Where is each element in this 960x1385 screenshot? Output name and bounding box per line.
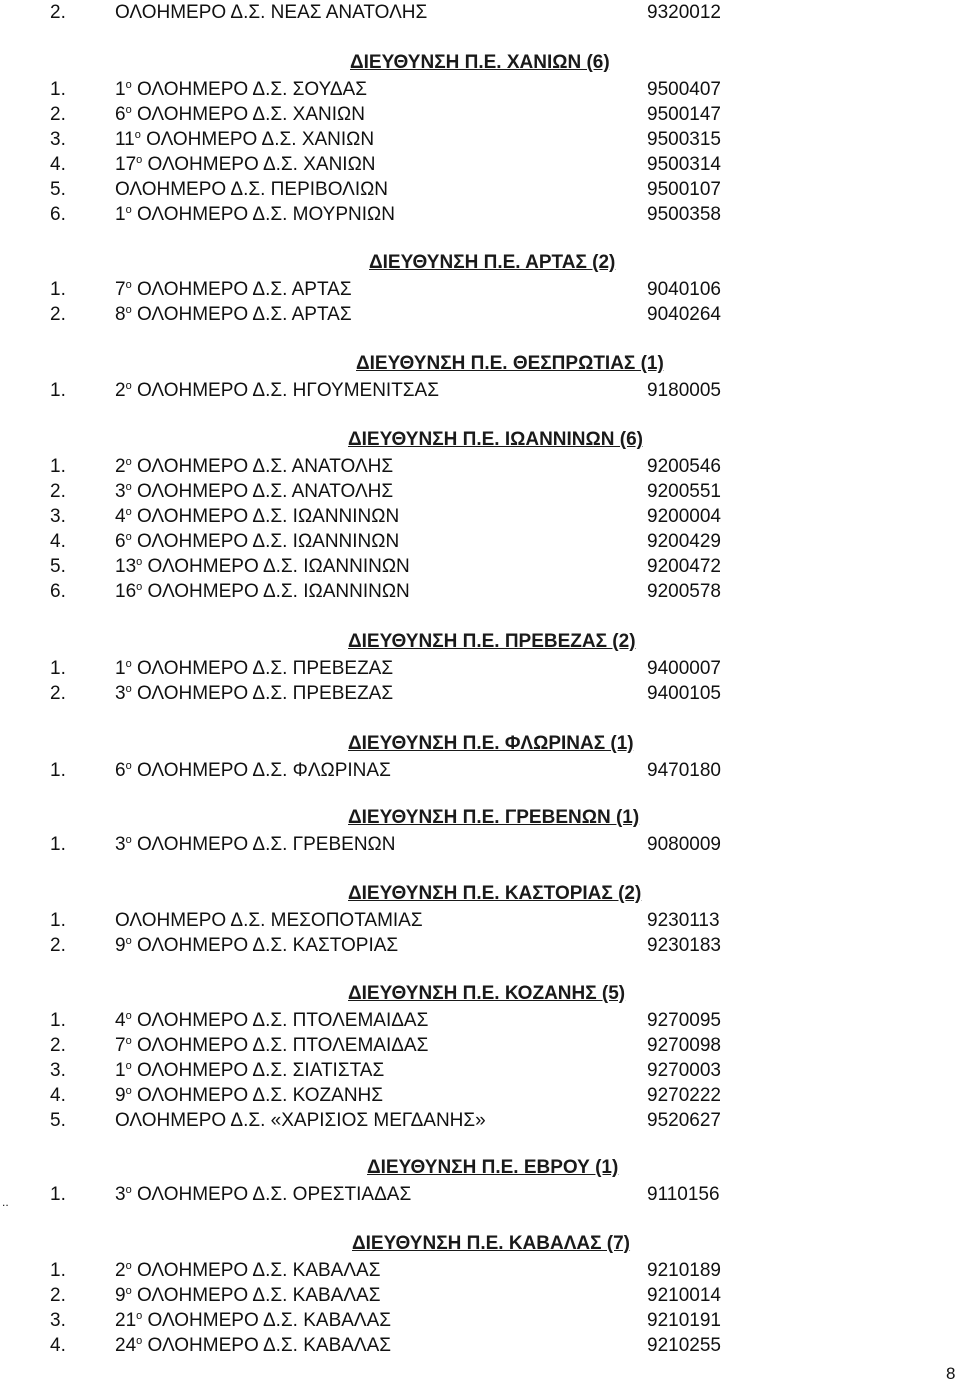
ordinal-suffix: ο bbox=[125, 79, 132, 91]
school-code: 9400105 bbox=[647, 683, 721, 704]
list-item bbox=[0, 504, 960, 529]
school-code: 9270222 bbox=[647, 1085, 721, 1106]
school-name-group bbox=[115, 454, 393, 479]
school-name-group bbox=[115, 177, 388, 202]
ordinal-suffix: ο bbox=[125, 531, 132, 543]
school-name-group bbox=[115, 933, 398, 958]
school-name: ΟΛΟΗΜΕΡΟ Δ.Σ. ΣΙΑΤΙΣΤΑΣ bbox=[136, 1060, 385, 1081]
list-item bbox=[0, 1083, 960, 1108]
list-item bbox=[0, 1033, 960, 1058]
ordinal-suffix: ο bbox=[125, 1184, 132, 1196]
section-heading: ΔΙΕΥΘΥΝΣΗ Π.Ε. ΚΑΒΑΛΑΣ (7) bbox=[352, 1233, 631, 1254]
item-number: 5. bbox=[50, 179, 66, 200]
item-number: 4. bbox=[50, 1335, 66, 1356]
school-name-group bbox=[115, 681, 393, 706]
item-number: 3. bbox=[50, 129, 66, 150]
list-item bbox=[0, 832, 960, 857]
section-heading: ΔΙΕΥΘΥΝΣΗ Π.Ε. ΚΟΖΑΝΗΣ (5) bbox=[348, 983, 626, 1004]
school-code: 9210189 bbox=[647, 1260, 721, 1281]
ordinal-suffix: ο bbox=[125, 658, 132, 670]
school-name-group bbox=[115, 832, 395, 857]
school-code: 9520627 bbox=[647, 1110, 721, 1131]
school-code: 9270003 bbox=[647, 1060, 721, 1081]
section-heading: ΔΙΕΥΘΥΝΣΗ Π.Ε. ΙΩΑΝΝΙΝΩΝ (6) bbox=[348, 429, 643, 450]
school-code: 9200429 bbox=[647, 531, 721, 552]
item-number: 4. bbox=[50, 1085, 66, 1106]
item-number: 1. bbox=[50, 658, 66, 679]
school-name-group bbox=[115, 554, 410, 579]
school-name-group bbox=[115, 378, 439, 403]
school-name: ΟΛΟΗΜΕΡΟ Δ.Σ. ΧΑΝΙΩΝ bbox=[147, 154, 376, 175]
list-item bbox=[0, 0, 960, 25]
school-name: ΟΛΟΗΜΕΡΟ Δ.Σ. ΜΟΥΡΝΙΩΝ bbox=[136, 204, 395, 225]
school-name: ΟΛΟΗΜΕΡΟ Δ.Σ. ΝΕΑΣ ΑΝΑΤΟΛΗΣ bbox=[115, 2, 428, 23]
ordinal-suffix: ο bbox=[125, 304, 132, 316]
school-code: 9470180 bbox=[647, 760, 721, 781]
ordinal-number: 6 bbox=[115, 531, 126, 552]
school-name: ΟΛΟΗΜΕΡΟ Δ.Σ. ΜΕΣΟΠΟΤΑΜΙΑΣ bbox=[115, 910, 423, 931]
list-item bbox=[0, 152, 960, 177]
ordinal-number: 4 bbox=[115, 506, 126, 527]
item-number: 5. bbox=[50, 556, 66, 577]
school-name-group bbox=[115, 908, 423, 933]
school-name: ΟΛΟΗΜΕΡΟ Δ.Σ. ΙΩΑΝΝΙΝΩΝ bbox=[147, 556, 410, 577]
school-name: ΟΛΟΗΜΕΡΟ Δ.Σ. «ΧΑΡΙΣΙΟΣ ΜΕΓΔΑΝΗΣ» bbox=[115, 1110, 486, 1131]
school-code: 9500315 bbox=[647, 129, 721, 150]
list-item bbox=[0, 102, 960, 127]
school-name: ΟΛΟΗΜΕΡΟ Δ.Σ. ΑΝΑΤΟΛΗΣ bbox=[136, 456, 394, 477]
ordinal-number: 2 bbox=[115, 1260, 126, 1281]
ordinal-number: 3 bbox=[115, 683, 126, 704]
ordinal-suffix: ο bbox=[125, 1035, 132, 1047]
school-name: ΟΛΟΗΜΕΡΟ Δ.Σ. ΚΑΒΑΛΑΣ bbox=[136, 1260, 381, 1281]
list-item bbox=[0, 1182, 960, 1207]
school-name: ΟΛΟΗΜΕΡΟ Δ.Σ. ΠΡΕΒΕΖΑΣ bbox=[136, 683, 394, 704]
list-item bbox=[0, 277, 960, 302]
section-heading: ΔΙΕΥΘΥΝΣΗ Π.Ε. ΘΕΣΠΡΩΤΙΑΣ (1) bbox=[356, 353, 664, 374]
section-heading: ΔΙΕΥΘΥΝΣΗ Π.Ε. ΓΡΕΒΕΝΩΝ (1) bbox=[348, 807, 640, 828]
item-number: 3. bbox=[50, 1310, 66, 1331]
school-code: 9040264 bbox=[647, 304, 721, 325]
ordinal-suffix: ο bbox=[125, 1285, 132, 1297]
list-item bbox=[0, 908, 960, 933]
school-code: 9200546 bbox=[647, 456, 721, 477]
ordinal-suffix: ο bbox=[125, 1060, 132, 1072]
item-number: 3. bbox=[50, 1060, 66, 1081]
school-name: ΟΛΟΗΜΕΡΟ Δ.Σ. ΧΑΝΙΩΝ bbox=[136, 104, 365, 125]
list-item bbox=[0, 681, 960, 706]
ordinal-suffix: ο bbox=[125, 204, 132, 216]
school-code: 9200004 bbox=[647, 506, 721, 527]
ordinal-suffix: ο bbox=[125, 683, 132, 695]
ordinal-number: 3 bbox=[115, 481, 126, 502]
school-name-group bbox=[115, 102, 365, 127]
margin-mark: .. bbox=[2, 1195, 9, 1209]
ordinal-suffix: ο bbox=[134, 129, 141, 141]
list-item bbox=[0, 202, 960, 227]
school-name-group bbox=[115, 277, 352, 302]
school-name-group bbox=[115, 529, 399, 554]
school-name: ΟΛΟΗΜΕΡΟ Δ.Σ. ΚΑΒΑΛΑΣ bbox=[147, 1310, 392, 1331]
school-name-group bbox=[115, 77, 367, 102]
ordinal-suffix: ο bbox=[125, 760, 132, 772]
item-number: 3. bbox=[50, 506, 66, 527]
school-code: 9040106 bbox=[647, 279, 721, 300]
school-code: 9110156 bbox=[647, 1184, 720, 1205]
school-name: ΟΛΟΗΜΕΡΟ Δ.Σ. ΦΛΩΡΙΝΑΣ bbox=[136, 760, 391, 781]
item-number: 2. bbox=[50, 1035, 66, 1056]
ordinal-suffix: ο bbox=[125, 1085, 132, 1097]
ordinal-suffix: ο bbox=[136, 556, 143, 568]
school-name: ΟΛΟΗΜΕΡΟ Δ.Σ. ΗΓΟΥΜΕΝΙΤΣΑΣ bbox=[136, 380, 439, 401]
school-name: ΟΛΟΗΜΕΡΟ Δ.Σ. ΓΡΕΒΕΝΩΝ bbox=[136, 834, 396, 855]
school-name: ΟΛΟΗΜΕΡΟ Δ.Σ. ΠΡΕΒΕΖΑΣ bbox=[136, 658, 394, 679]
school-code: 9210191 bbox=[647, 1310, 721, 1331]
list-item bbox=[0, 1333, 960, 1358]
ordinal-suffix: ο bbox=[136, 581, 143, 593]
list-item bbox=[0, 378, 960, 403]
ordinal-suffix: ο bbox=[136, 1310, 143, 1322]
ordinal-number: 6 bbox=[115, 760, 126, 781]
list-item bbox=[0, 1108, 960, 1133]
school-name: ΟΛΟΗΜΕΡΟ Δ.Σ. ΑΡΤΑΣ bbox=[136, 304, 352, 325]
school-name-group bbox=[115, 202, 395, 227]
school-name: ΟΛΟΗΜΕΡΟ Δ.Σ. ΚΑΒΑΛΑΣ bbox=[136, 1285, 381, 1306]
school-code: 9500147 bbox=[647, 104, 721, 125]
school-name-group bbox=[115, 152, 376, 177]
ordinal-number: 7 bbox=[115, 279, 126, 300]
ordinal-suffix: ο bbox=[125, 104, 132, 116]
school-name-group bbox=[115, 504, 399, 529]
ordinal-number: 3 bbox=[115, 1184, 126, 1205]
section-heading: ΔΙΕΥΘΥΝΣΗ Π.Ε. ΚΑΣΤΟΡΙΑΣ (2) bbox=[348, 883, 642, 904]
school-code: 9400007 bbox=[647, 658, 721, 679]
ordinal-suffix: ο bbox=[125, 1260, 132, 1272]
item-number: 2. bbox=[50, 683, 66, 704]
ordinal-suffix: ο bbox=[125, 380, 132, 392]
school-code: 9210014 bbox=[647, 1285, 721, 1306]
item-number: 1. bbox=[50, 1010, 66, 1031]
school-code: 9200551 bbox=[647, 481, 721, 502]
item-number: 1. bbox=[50, 910, 66, 931]
school-name-group bbox=[115, 1333, 391, 1358]
ordinal-suffix: ο bbox=[125, 506, 132, 518]
section-heading: ΔΙΕΥΘΥΝΣΗ Π.Ε. ΧΑΝΙΩΝ (6) bbox=[350, 52, 610, 73]
school-name-group bbox=[115, 579, 410, 604]
school-name-group bbox=[115, 479, 393, 504]
item-number: 1. bbox=[50, 79, 66, 100]
list-item bbox=[0, 1308, 960, 1333]
item-number: 5. bbox=[50, 1110, 66, 1131]
list-item bbox=[0, 302, 960, 327]
school-code: 9270095 bbox=[647, 1010, 721, 1031]
section-heading: ΔΙΕΥΘΥΝΣΗ Π.Ε. ΦΛΩΡΙΝΑΣ (1) bbox=[348, 733, 634, 754]
school-name: ΟΛΟΗΜΕΡΟ Δ.Σ. ΠΕΡΙΒΟΛΙΩΝ bbox=[115, 179, 389, 200]
school-name: ΟΛΟΗΜΕΡΟ Δ.Σ. ΧΑΝΙΩΝ bbox=[146, 129, 375, 150]
item-number: 1. bbox=[50, 760, 66, 781]
school-name-group bbox=[115, 1058, 384, 1083]
item-number: 4. bbox=[50, 531, 66, 552]
school-name-group bbox=[115, 302, 352, 327]
school-name: ΟΛΟΗΜΕΡΟ Δ.Σ. ΠΤΟΛΕΜΑΙΔΑΣ bbox=[136, 1035, 429, 1056]
item-number: 1. bbox=[50, 1260, 66, 1281]
school-code: 9500314 bbox=[647, 154, 721, 175]
school-name-group bbox=[115, 1083, 383, 1108]
ordinal-suffix: ο bbox=[136, 154, 143, 166]
list-item bbox=[0, 479, 960, 504]
school-name-group bbox=[115, 1283, 380, 1308]
item-number: 4. bbox=[50, 154, 66, 175]
list-item bbox=[0, 1258, 960, 1283]
item-number: 2. bbox=[50, 1285, 66, 1306]
list-item bbox=[0, 656, 960, 681]
school-name-group bbox=[115, 656, 393, 681]
ordinal-number: 8 bbox=[115, 304, 126, 325]
ordinal-suffix: ο bbox=[125, 1010, 132, 1022]
school-name: ΟΛΟΗΜΕΡΟ Δ.Σ. ΚΟΖΑΝΗΣ bbox=[136, 1085, 384, 1106]
item-number: 1. bbox=[50, 456, 66, 477]
item-number: 6. bbox=[50, 204, 66, 225]
ordinal-suffix: ο bbox=[125, 456, 132, 468]
school-code: 9200578 bbox=[647, 581, 721, 602]
list-item bbox=[0, 127, 960, 152]
school-name-group bbox=[115, 1258, 380, 1283]
list-item bbox=[0, 1283, 960, 1308]
school-name: ΟΛΟΗΜΕΡΟ Δ.Σ. ΣΟΥΔΑΣ bbox=[136, 79, 367, 100]
item-number: 2. bbox=[50, 304, 66, 325]
school-name: ΟΛΟΗΜΕΡΟ Δ.Σ. ΙΩΑΝΝΙΝΩΝ bbox=[147, 581, 410, 602]
ordinal-number: 1 bbox=[115, 79, 126, 100]
ordinal-number: 11 bbox=[115, 129, 135, 150]
ordinal-suffix: ο bbox=[125, 279, 132, 291]
school-code: 9320012 bbox=[647, 2, 721, 23]
school-code: 9270098 bbox=[647, 1035, 721, 1056]
list-item bbox=[0, 933, 960, 958]
item-number: 2. bbox=[50, 104, 66, 125]
school-name: ΟΛΟΗΜΕΡΟ Δ.Σ. ΟΡΕΣΤΙΑΔΑΣ bbox=[136, 1184, 412, 1205]
item-number: 2. bbox=[50, 935, 66, 956]
ordinal-number: 1 bbox=[115, 204, 126, 225]
ordinal-suffix: ο bbox=[125, 834, 132, 846]
section-heading: ΔΙΕΥΘΥΝΣΗ Π.Ε. ΑΡΤΑΣ (2) bbox=[369, 252, 616, 273]
item-number: 1. bbox=[50, 1184, 66, 1205]
list-item bbox=[0, 579, 960, 604]
school-code: 9230183 bbox=[647, 935, 721, 956]
item-number: 6. bbox=[50, 581, 66, 602]
item-number: 2. bbox=[50, 481, 66, 502]
list-item bbox=[0, 77, 960, 102]
school-name-group bbox=[115, 127, 374, 152]
list-item bbox=[0, 454, 960, 479]
ordinal-number: 13 bbox=[115, 556, 137, 577]
school-name: ΟΛΟΗΜΕΡΟ Δ.Σ. ΚΑΣΤΟΡΙΑΣ bbox=[136, 935, 399, 956]
ordinal-number: 16 bbox=[115, 581, 137, 602]
item-number: 2. bbox=[50, 2, 66, 23]
ordinal-number: 2 bbox=[115, 456, 126, 477]
ordinal-number: 9 bbox=[115, 935, 126, 956]
list-item bbox=[0, 1008, 960, 1033]
school-name: ΟΛΟΗΜΕΡΟ Δ.Σ. ΠΤΟΛΕΜΑΙΔΑΣ bbox=[136, 1010, 429, 1031]
page-number: 8 bbox=[946, 1364, 956, 1383]
school-name: ΟΛΟΗΜΕΡΟ Δ.Σ. ΚΑΒΑΛΑΣ bbox=[147, 1335, 392, 1356]
ordinal-number: 1 bbox=[115, 1060, 126, 1081]
ordinal-number: 9 bbox=[115, 1085, 126, 1106]
school-name-group bbox=[115, 1033, 428, 1058]
list-item bbox=[0, 758, 960, 783]
school-name: ΟΛΟΗΜΕΡΟ Δ.Σ. ΙΩΑΝΝΙΝΩΝ bbox=[136, 506, 400, 527]
item-number: 1. bbox=[50, 279, 66, 300]
school-name: ΟΛΟΗΜΕΡΟ Δ.Σ. ΑΡΤΑΣ bbox=[136, 279, 352, 300]
item-number: 1. bbox=[50, 380, 66, 401]
school-code: 9230113 bbox=[647, 910, 720, 931]
ordinal-suffix: ο bbox=[136, 1335, 143, 1347]
ordinal-suffix: ο bbox=[125, 935, 132, 947]
ordinal-number: 9 bbox=[115, 1285, 126, 1306]
ordinal-number: 21 bbox=[115, 1310, 137, 1331]
school-name-group bbox=[115, 758, 391, 783]
ordinal-number: 4 bbox=[115, 1010, 126, 1031]
item-number: 1. bbox=[50, 834, 66, 855]
list-item bbox=[0, 554, 960, 579]
ordinal-number: 6 bbox=[115, 104, 126, 125]
school-code: 9500407 bbox=[647, 79, 721, 100]
school-name-group bbox=[115, 1182, 411, 1207]
school-name-group bbox=[115, 1108, 486, 1133]
school-code: 9500107 bbox=[647, 179, 721, 200]
school-code: 9500358 bbox=[647, 204, 721, 225]
ordinal-number: 1 bbox=[115, 658, 126, 679]
school-name: ΟΛΟΗΜΕΡΟ Δ.Σ. ΑΝΑΤΟΛΗΣ bbox=[136, 481, 394, 502]
ordinal-number: 3 bbox=[115, 834, 126, 855]
school-code: 9180005 bbox=[647, 380, 721, 401]
ordinal-suffix: ο bbox=[125, 481, 132, 493]
school-name-group bbox=[115, 1008, 428, 1033]
ordinal-number: 7 bbox=[115, 1035, 126, 1056]
list-item bbox=[0, 529, 960, 554]
school-code: 9200472 bbox=[647, 556, 721, 577]
section-heading: ΔΙΕΥΘΥΝΣΗ Π.Ε. ΕΒΡΟΥ (1) bbox=[367, 1157, 619, 1178]
school-code: 9080009 bbox=[647, 834, 721, 855]
school-code: 9210255 bbox=[647, 1335, 721, 1356]
school-name-group bbox=[115, 1308, 391, 1333]
list-item bbox=[0, 1058, 960, 1083]
section-heading: ΔΙΕΥΘΥΝΣΗ Π.Ε. ΠΡΕΒΕΖΑΣ (2) bbox=[348, 631, 636, 652]
ordinal-number: 2 bbox=[115, 380, 126, 401]
list-item bbox=[0, 177, 960, 202]
ordinal-number: 24 bbox=[115, 1335, 137, 1356]
school-name: ΟΛΟΗΜΕΡΟ Δ.Σ. ΙΩΑΝΝΙΝΩΝ bbox=[136, 531, 400, 552]
ordinal-number: 17 bbox=[115, 154, 137, 175]
